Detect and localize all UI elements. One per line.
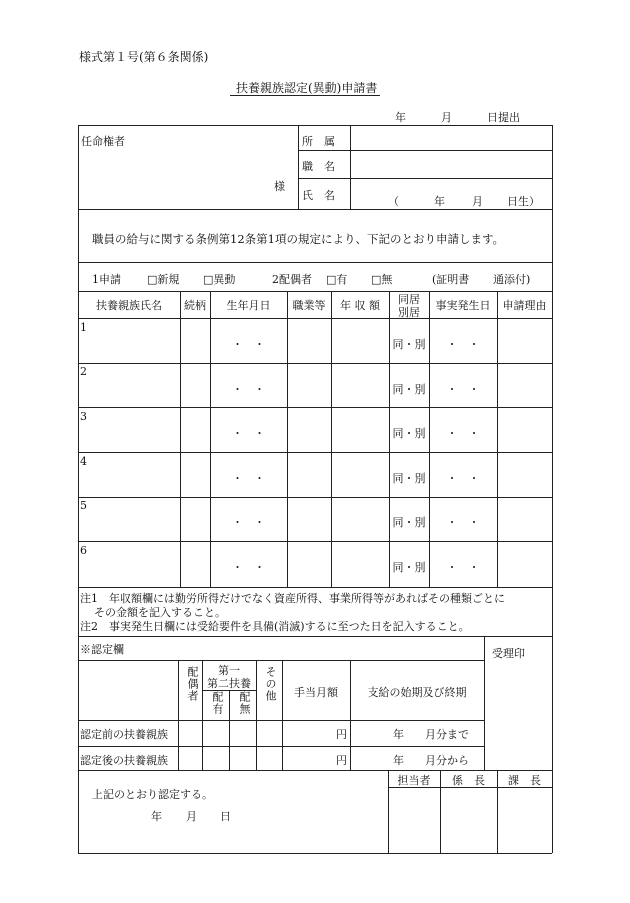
note-2: 注2 事実発生日欄には受給要件を具備(消滅)するに至つた日を記入すること。: [80, 620, 470, 633]
approval-day: 日: [220, 810, 231, 823]
row-3-number: 3: [80, 410, 87, 423]
first-header: 第一: [218, 664, 240, 677]
approval-statement: 上記のとおり認定する。: [92, 788, 213, 801]
header-dependent-name: 扶養親族氏名: [96, 299, 162, 312]
row-4-number: 4: [80, 455, 87, 468]
submit-month: 月: [441, 111, 452, 124]
after-from: 月分から: [425, 754, 469, 767]
row-1-event-dots: ・ ・: [446, 338, 480, 351]
header-income: 年 収 額: [340, 299, 380, 312]
option-spouse: 2配偶者: [272, 273, 312, 286]
position-label: 職 名: [302, 160, 335, 173]
payment-period-header: 支給の始期及び終期: [367, 686, 467, 699]
name-label: 氏 名: [302, 189, 335, 202]
before-dependents-label: 認定前の扶養親族: [80, 728, 168, 741]
submit-day: 日提出: [487, 111, 520, 124]
certification-label: ※認定欄: [80, 643, 124, 656]
birth-year: 年: [434, 195, 445, 208]
row-2-birthdate-dots: ・ ・: [232, 383, 265, 396]
header-relation: 続柄: [184, 299, 206, 312]
approval-year: 年: [151, 810, 162, 823]
option-new: □新規: [147, 273, 180, 286]
note-1: 注1 年収額欄には勤労所得だけでなく資産所得、事業所得等があればその種類ごとに: [80, 592, 505, 605]
row-6-event-dots: ・ ・: [446, 561, 480, 574]
after-dependents-label: 認定後の扶養親族: [80, 754, 168, 767]
option-change: □異動: [203, 273, 236, 286]
header-occupation: 職業等: [292, 299, 326, 312]
before-year: 年: [393, 728, 404, 741]
without-spouse-header: 配無: [238, 691, 251, 715]
title-underline: [230, 95, 380, 96]
row-5-cohabitation: 同・別: [392, 516, 426, 529]
row-5-number: 5: [80, 499, 87, 512]
spouse-header: 配偶者: [186, 666, 199, 702]
with-spouse-header: 配有: [211, 691, 224, 715]
row-4-cohabitation: 同・別: [392, 472, 426, 485]
header-cohabiting: 同居: [398, 293, 420, 306]
row-2-cohabitation: 同・別: [392, 383, 426, 396]
person-in-charge-label: 担当者: [397, 774, 431, 787]
row-5-birthdate-dots: ・ ・: [232, 516, 265, 529]
monthly-allowance-header: 手当月額: [294, 686, 338, 699]
form-title: 扶養親族認定(異動)申請書: [236, 81, 378, 95]
honorific: 様: [274, 180, 285, 193]
option-certificate: (証明書: [432, 273, 470, 286]
row-6-cohabitation: 同・別: [392, 561, 426, 574]
form-number: 様式第１号(第６条関係): [79, 50, 209, 64]
header-birthdate: 生年月日: [226, 299, 271, 312]
option-attached: 通添付): [493, 273, 531, 286]
application-statement: 職員の給与に関する条例第12条第1項の規定により、下記のとおり申請します。: [92, 232, 505, 246]
row-4-event-dots: ・ ・: [446, 472, 480, 485]
receipt-stamp-label: 受理印: [492, 647, 525, 660]
row-5-event-dots: ・ ・: [446, 516, 480, 529]
row-3-birthdate-dots: ・ ・: [232, 427, 265, 440]
header-separate: 別居: [398, 306, 420, 319]
row-4-birthdate-dots: ・ ・: [232, 472, 265, 485]
row-1-birthdate-dots: ・ ・: [232, 338, 265, 351]
row-1-number: 1: [80, 321, 87, 334]
birth-open: （: [388, 195, 399, 208]
after-yen: 円: [336, 754, 347, 767]
birth-month: 月: [472, 195, 483, 208]
other-header: その他: [264, 666, 277, 702]
submit-year: 年: [395, 111, 406, 124]
row-1-cohabitation: 同・別: [392, 338, 426, 351]
appointer-label: 任命権者: [81, 135, 125, 148]
row-3-cohabitation: 同・別: [392, 427, 426, 440]
approval-month: 月: [186, 810, 197, 823]
header-reason: 申請理由: [502, 299, 547, 312]
option-application: 1申請: [92, 273, 121, 286]
row-2-number: 2: [80, 365, 87, 378]
birth-day: 日生）: [507, 195, 540, 208]
before-yen: 円: [336, 728, 347, 741]
row-6-birthdate-dots: ・ ・: [232, 561, 265, 574]
row-2-event-dots: ・ ・: [446, 383, 480, 396]
row-3-event-dots: ・ ・: [446, 427, 480, 440]
row-6-number: 6: [80, 544, 87, 557]
section-chief-label: 係 長: [452, 774, 485, 787]
header-event-date: 事実発生日: [435, 299, 491, 312]
option-yes: □有: [326, 273, 348, 286]
department-label: 所 属: [302, 135, 335, 148]
before-until: 月分まで: [425, 728, 469, 741]
second-dependent-header: 第二扶養: [207, 677, 251, 690]
option-no: □無: [371, 273, 393, 286]
division-chief-label: 課 長: [508, 774, 541, 787]
note-1-continued: その金額を記入すること。: [94, 606, 226, 619]
after-year: 年: [393, 754, 404, 767]
